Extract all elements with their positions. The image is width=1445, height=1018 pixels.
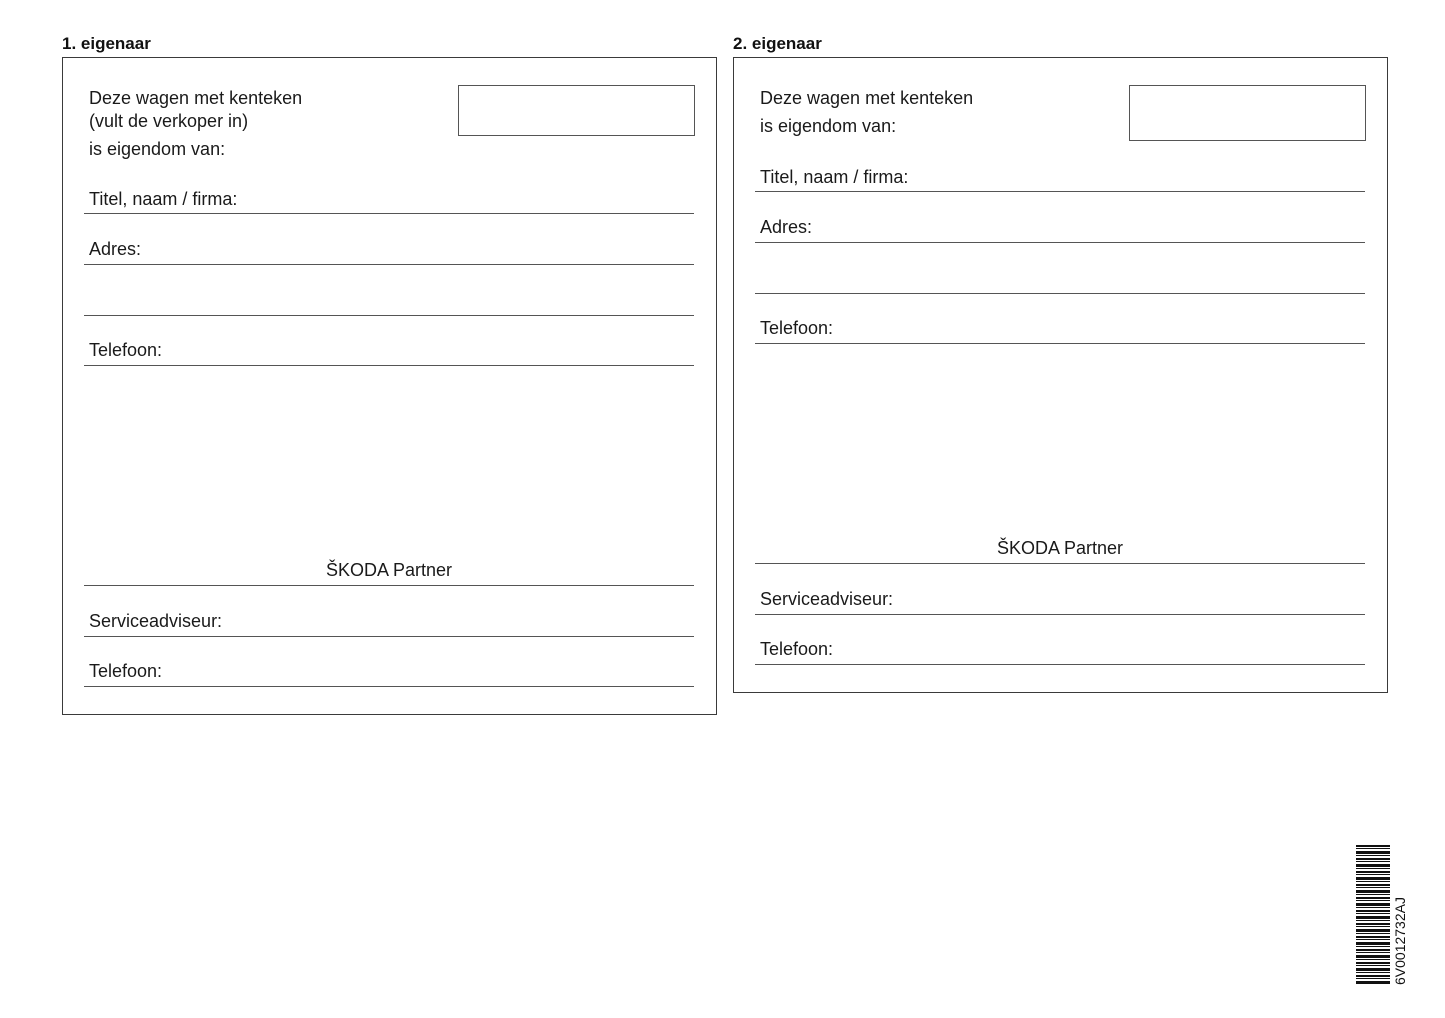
phone-line[interactable] (84, 365, 694, 366)
name-line[interactable] (84, 213, 694, 214)
advisor-phone-line[interactable] (84, 686, 694, 687)
advisor-label: Serviceadviseur: (89, 611, 223, 631)
name-line[interactable] (755, 191, 1365, 192)
phone-line[interactable] (755, 343, 1365, 344)
name-label: Titel, naam / firma: (89, 189, 238, 209)
advisor-phone-label: Telefoon: (760, 639, 834, 659)
advisor-phone-label: Telefoon: (89, 661, 163, 681)
card1-heading: 1. eigenaar (62, 34, 151, 53)
intro-line-2: (vult de verkoper in) (89, 111, 249, 131)
owner-card-1 (62, 57, 717, 715)
phone-label: Telefoon: (89, 340, 163, 360)
address-line-2[interactable] (755, 293, 1365, 294)
intro-line-2: is eigendom van: (760, 116, 897, 136)
intro-line-1: Deze wagen met kenteken (89, 88, 303, 108)
license-plate-field[interactable] (458, 85, 695, 136)
address-line-1[interactable] (755, 242, 1365, 243)
advisor-phone-line[interactable] (755, 664, 1365, 665)
intro-line-3: is eigendom van: (89, 139, 226, 159)
barcode-code: 6V0012732AJ (1392, 897, 1408, 985)
name-label: Titel, naam / firma: (760, 167, 909, 187)
partner-label: ŠKODA Partner (996, 538, 1124, 558)
advisor-line[interactable] (84, 636, 694, 637)
barcode (1356, 845, 1390, 985)
address-label: Adres: (89, 239, 142, 259)
partner-line[interactable] (84, 585, 694, 586)
phone-label: Telefoon: (760, 318, 834, 338)
address-line-2[interactable] (84, 315, 694, 316)
partner-label: ŠKODA Partner (325, 560, 453, 580)
partner-line[interactable] (755, 563, 1365, 564)
advisor-line[interactable] (755, 614, 1365, 615)
license-plate-field[interactable] (1129, 85, 1366, 141)
owner-card-2 (733, 57, 1388, 693)
card2-heading: 2. eigenaar (733, 34, 822, 53)
intro-line-1: Deze wagen met kenteken (760, 88, 974, 108)
address-line-1[interactable] (84, 264, 694, 265)
address-label: Adres: (760, 217, 813, 237)
advisor-label: Serviceadviseur: (760, 589, 894, 609)
